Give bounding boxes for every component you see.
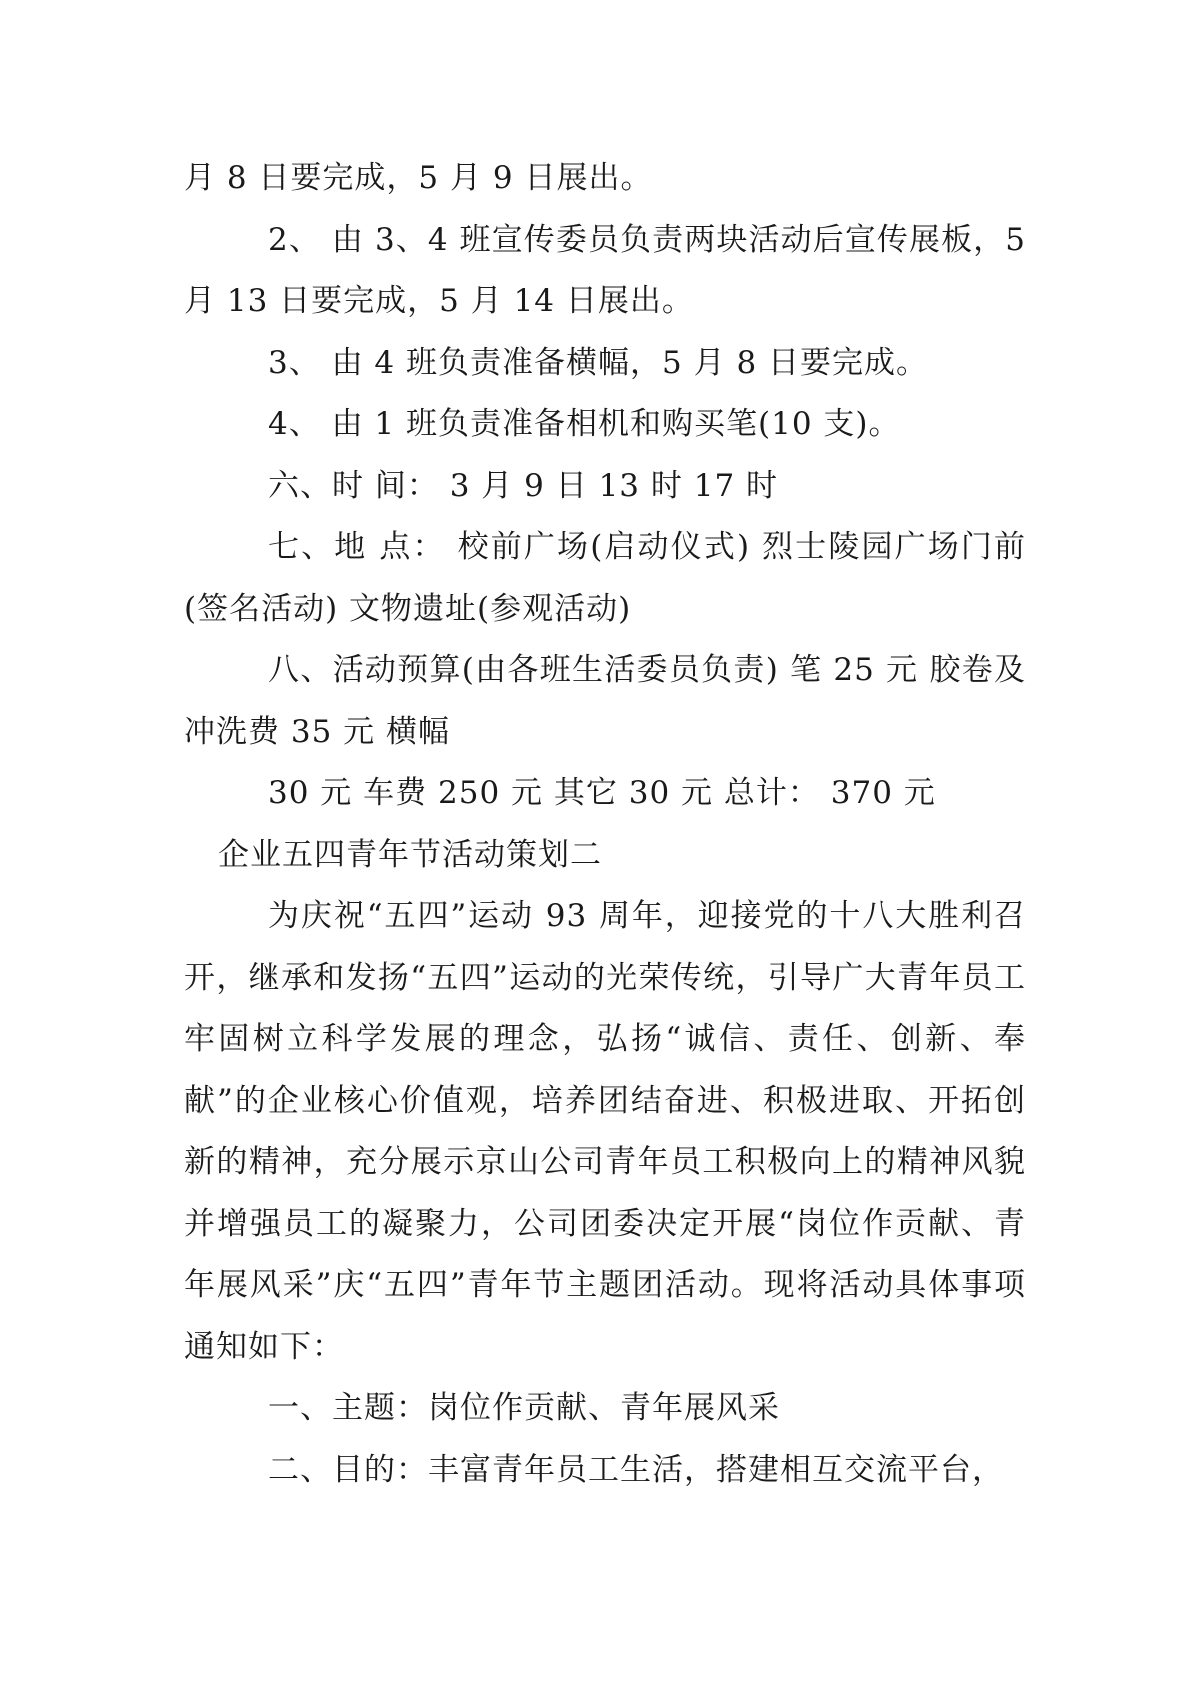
section-purpose: 二、目的：丰富青年员工生活，搭建相互交流平台， [268,1451,1004,1488]
section-theme: 一、主题：岗位作贡献、青年展风采 [268,1390,780,1426]
section-budget: 八、活动预算(由各班生活委员负责) 笔 25 元 胶卷及冲洗费 35 元 横幅 [184,652,1026,750]
section-location: 七、地 点： 校前广场(启动仪式) 烈士陵园广场门前(签名活动) 文物遗址(参观活动) [184,529,1026,627]
paragraph-continuation: 月 8 日要完成，5 月 9 日展出。 [184,160,653,196]
intro-paragraph: 为庆祝“五四”运动 93 周年，迎接党的十八大胜利召开，继承和发扬“五四”运动的光荣传统，引导广大青年员工牢固树立科学发展的理念，弘扬“诚信、责任、创新、奉献”的企业核心价值观，培养团结奋进、积极进取、开拓创新的精神，充分展示京山公司青年员工积极向上的精神风貌并增强员工的凝聚力，公司团委决定开展“岗位作贡献、青年展风采”庆“五四”青年节主题团活动。现将活动具体事项通知如下： [184,898,1026,1365]
list-item-4: 4、 由 1 班负责准备相机和购买笔(10 支)。 [268,406,901,442]
list-item-3: 3、 由 4 班负责准备横幅，5 月 8 日要完成。 [268,344,929,381]
budget-continued: 30 元 车费 250 元 其它 30 元 总计： 370 元 [268,775,936,811]
document-body [184,148,1026,1501]
list-item-2: 2、 由 3、4 班宣传委员负责两块活动后宣传展板，5 月 13 日要完成，5 月 14 日展出。 [184,221,1026,319]
section-time: 六、时 间： 3 月 9 日 13 时 17 时 [268,467,779,504]
section-title: 企业五四青年节活动策划二 [218,836,602,873]
